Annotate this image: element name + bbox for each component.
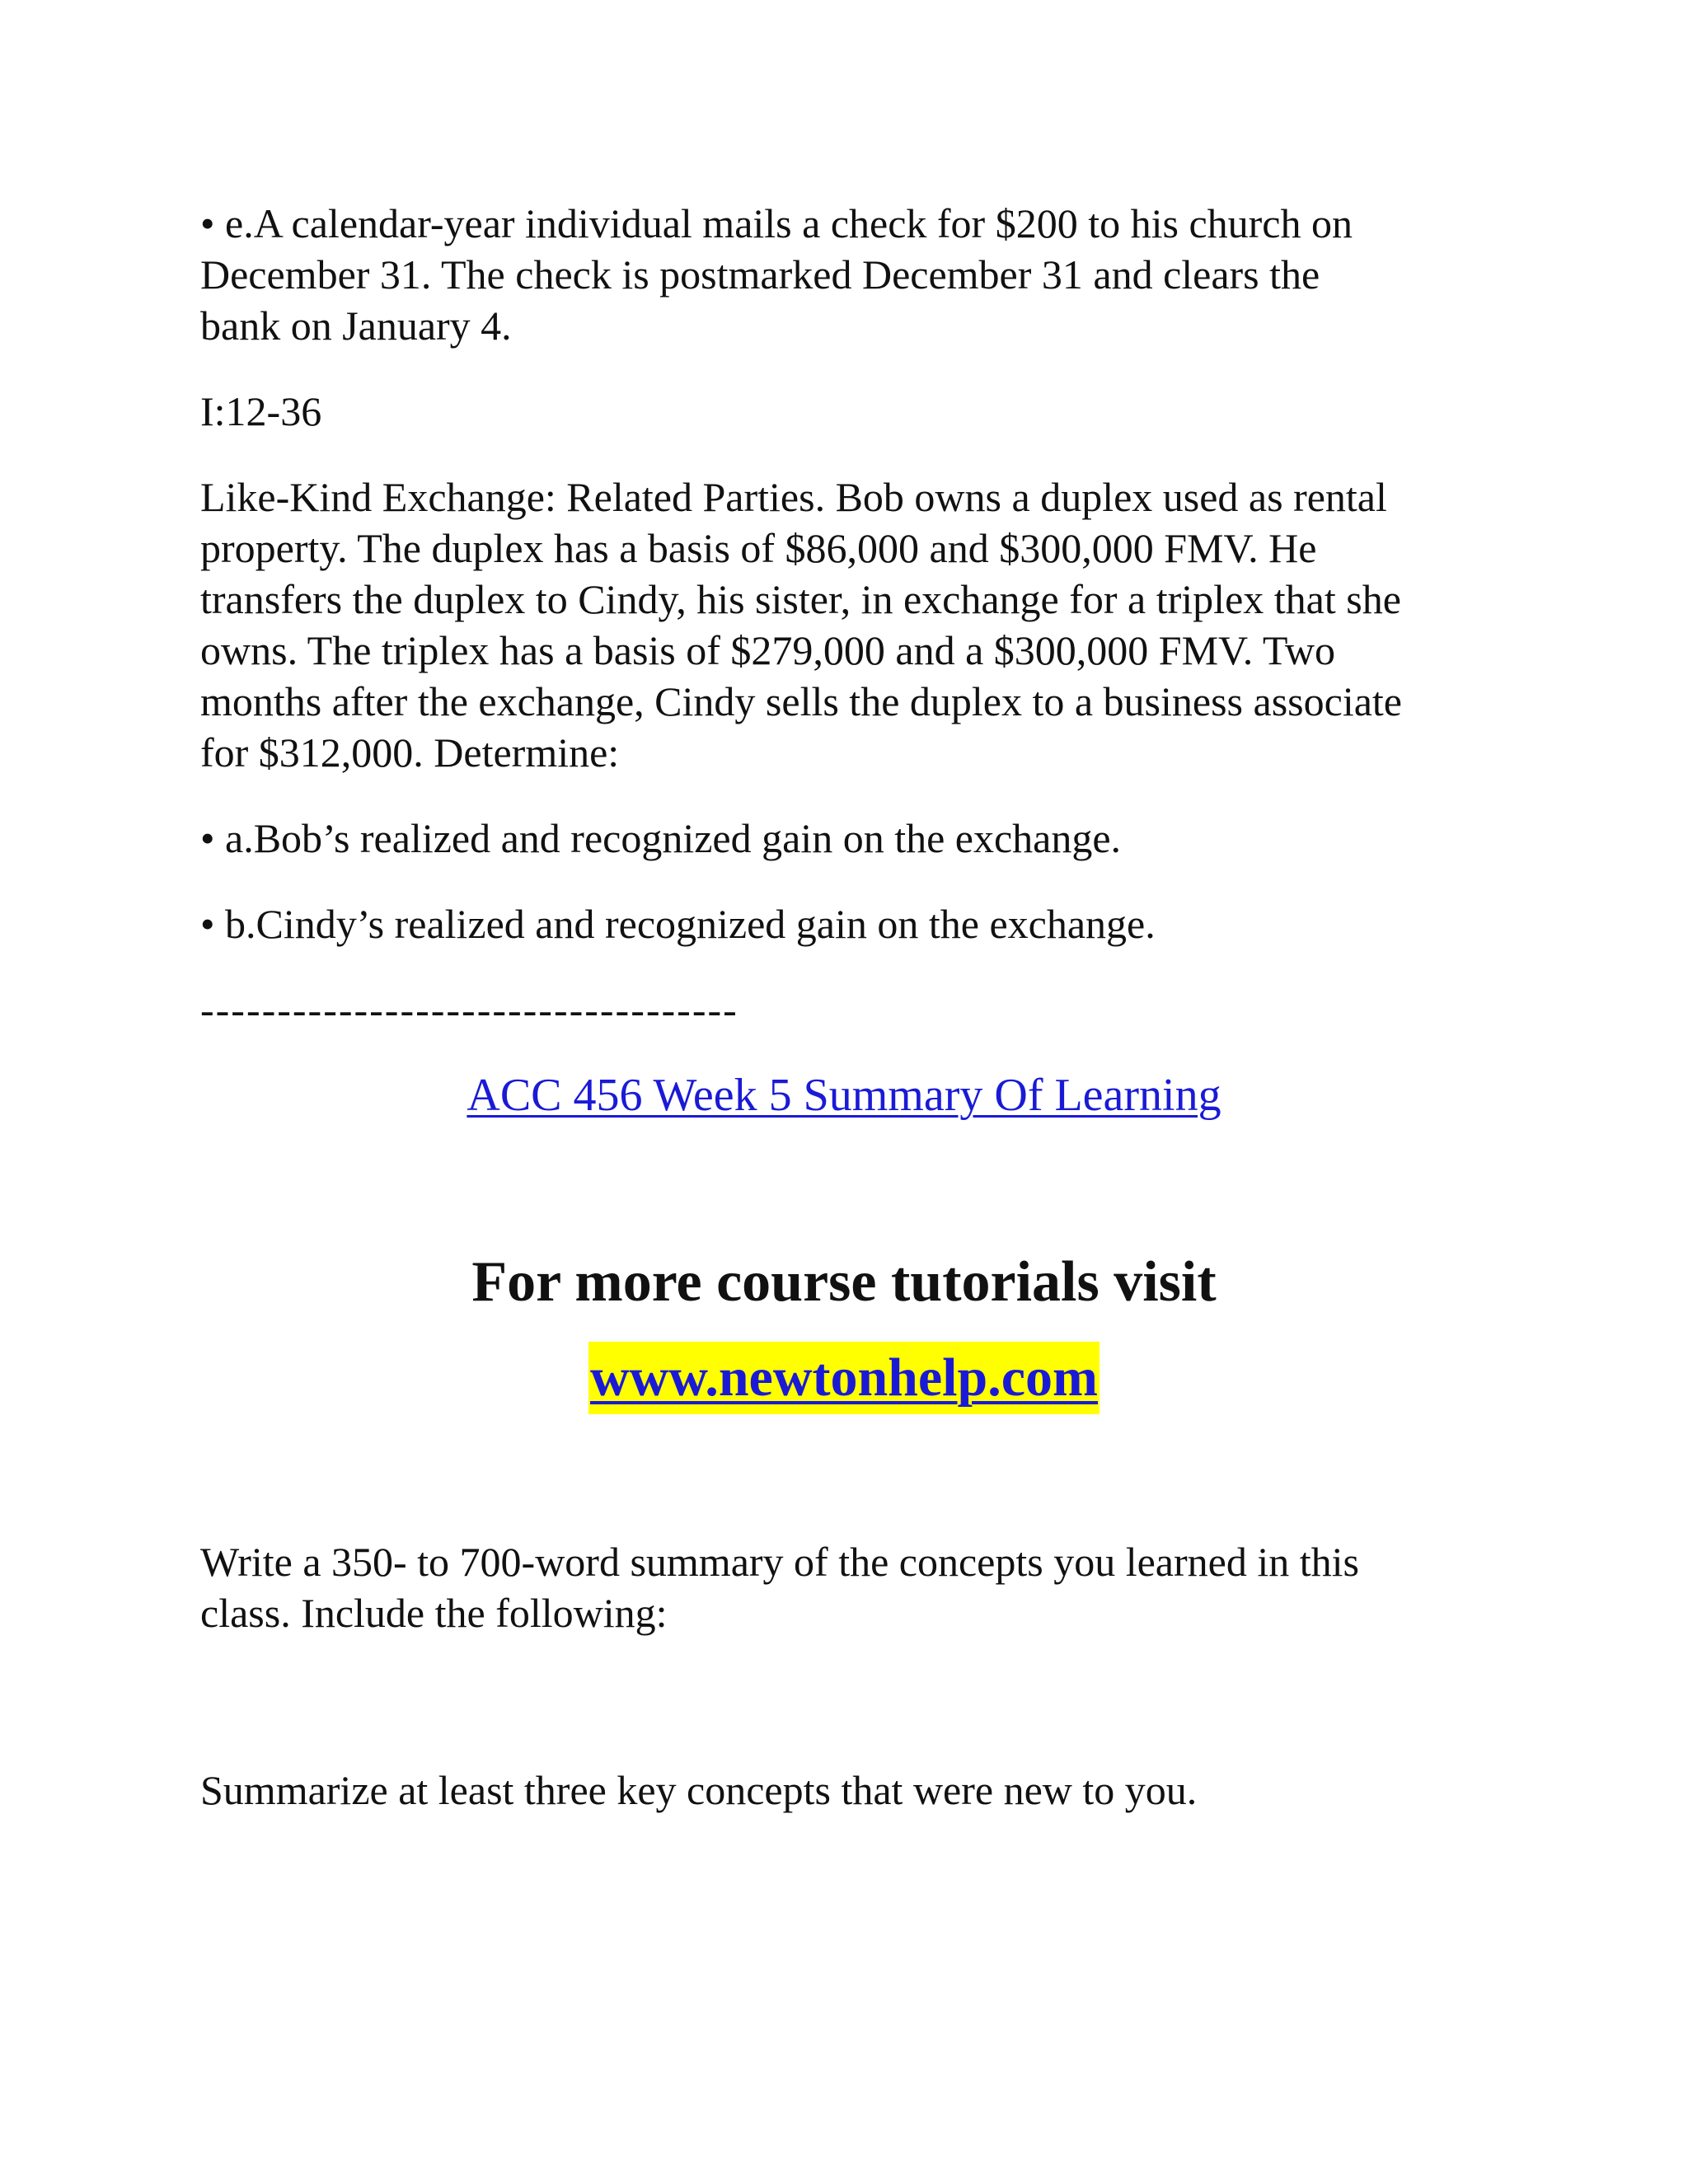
item-a: • a.Bob’s realized and recognized gain on the exchange. [200, 815, 1122, 861]
assignment-line: Write a 350- to 700-word summary of the concepts you learned in this [200, 1539, 1359, 1585]
headline: For more course tutorials visit [471, 1250, 1217, 1314]
problem-line: transfers the duplex to Cindy, his sister, in exchange for a triplex that she [200, 576, 1401, 622]
site-link-wrapper [0, 1342, 1688, 1414]
page-content [200, 198, 1503, 1816]
item-e-line: • e.A calendar-year individual mails a check for $200 to his church on [200, 200, 1353, 246]
course-link[interactable]: ACC 456 Week 5 Summary Of Learning [467, 1070, 1221, 1121]
problem-line: property. The duplex has a basis of $86,000 and $300,000 FMV. He [200, 525, 1317, 571]
summarize-instruction: Summarize at least three key concepts that were new to you. [200, 1767, 1198, 1813]
site-link[interactable]: www.newtonhelp.com [588, 1342, 1100, 1414]
problem-line: owns. The triplex has a basis of $279,000 and a $300,000 FMV. Two [200, 627, 1335, 673]
assignment-paragraph [200, 1536, 1503, 1638]
assignment-line: class. Include the following: [200, 1590, 668, 1636]
problem-id: I:12-36 [200, 388, 322, 434]
separator-line: ----------------------------------- [200, 987, 738, 1033]
item-e-line: December 31. The check is postmarked December 31 and clears the [200, 251, 1320, 298]
problem-paragraph [200, 471, 1503, 778]
problem-line: Like-Kind Exchange: Related Parties. Bob owns a duplex used as rental [200, 474, 1387, 520]
problem-line: for $312,000. Determine: [200, 729, 620, 776]
item-b: • b.Cindy’s realized and recognized gain on the exchange. [200, 901, 1156, 947]
item-e-paragraph [200, 198, 1503, 351]
item-e-line: bank on January 4. [200, 302, 512, 349]
problem-line: months after the exchange, Cindy sells the duplex to a business associate [200, 678, 1402, 724]
